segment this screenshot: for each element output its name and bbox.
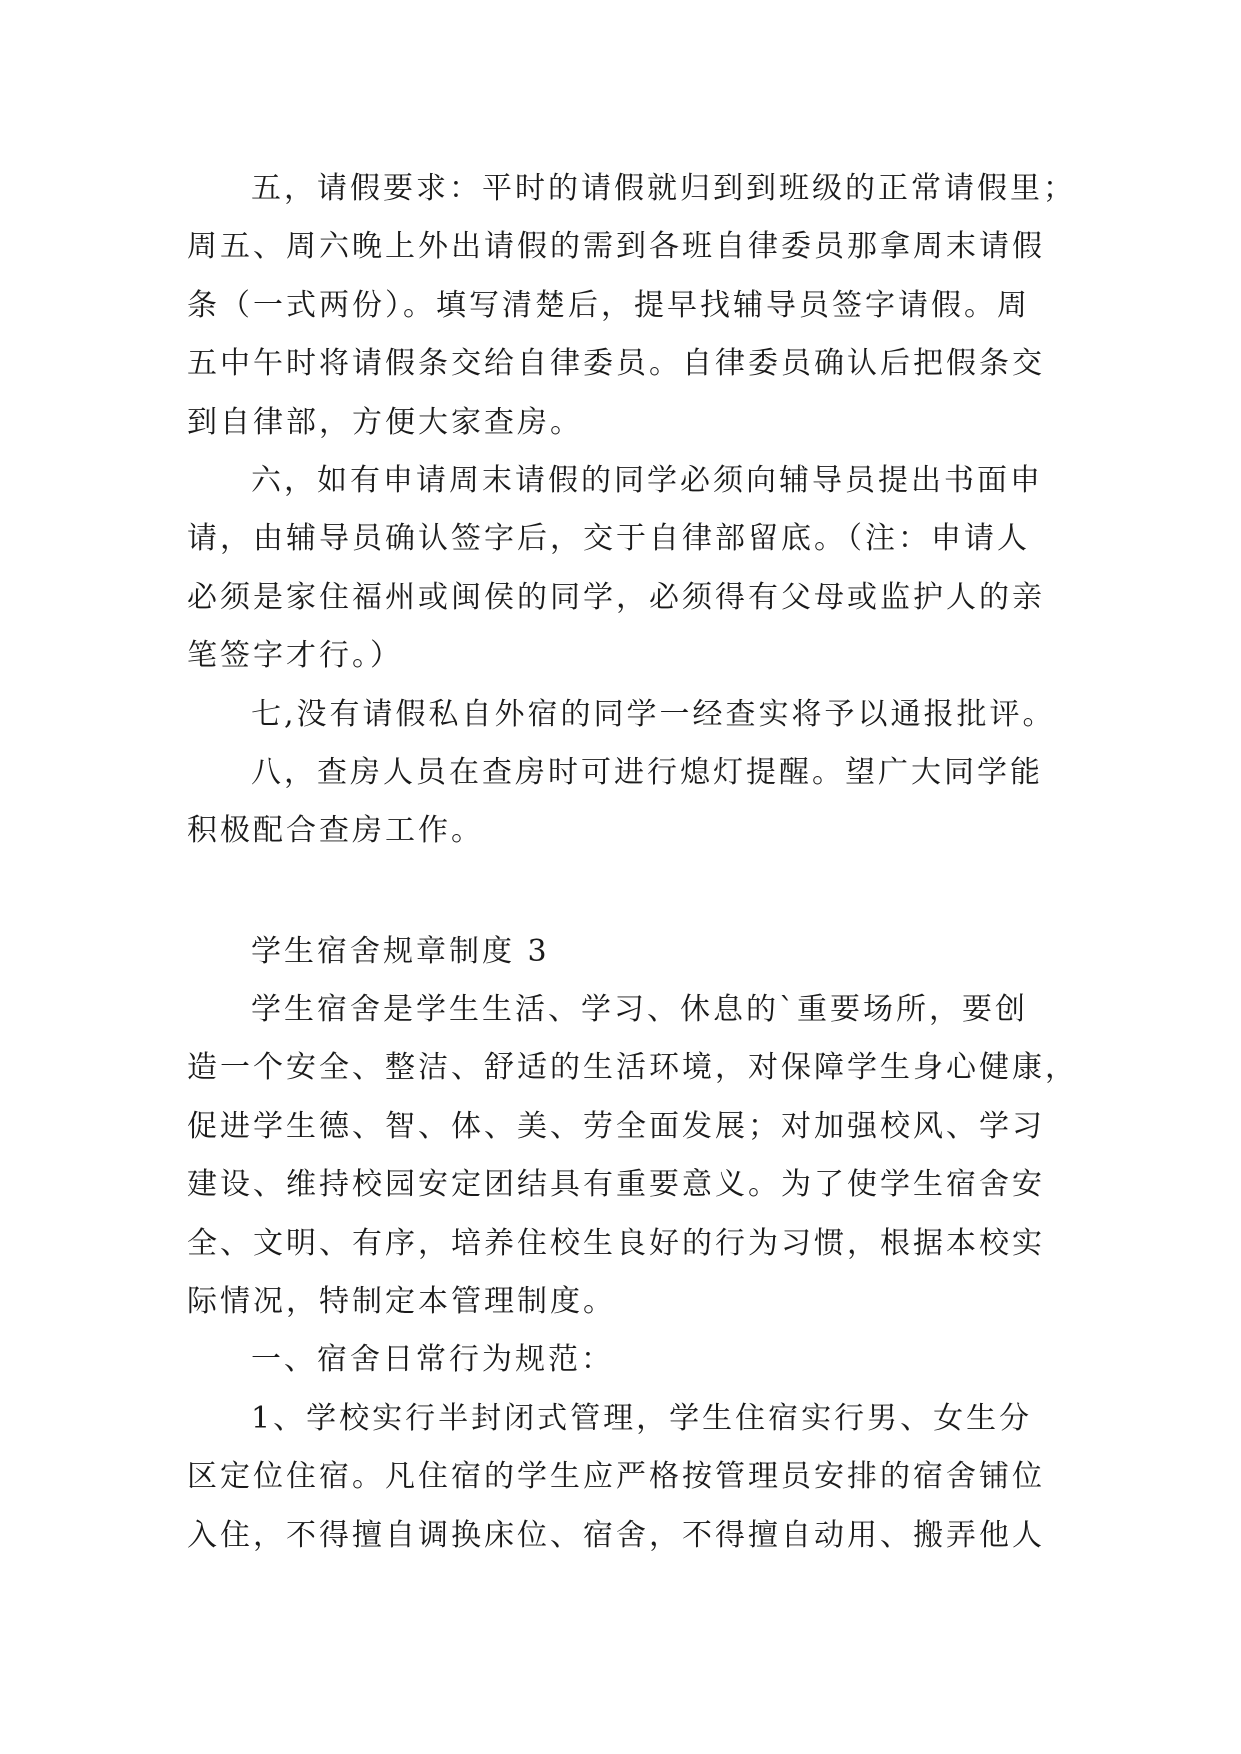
rule-item-one <box>187 1390 1053 1565</box>
paragraph-intro <box>187 981 1078 1331</box>
text-line: 积极配合查房工作。 <box>187 813 484 849</box>
text-line: 笔签字才行。） <box>187 638 403 674</box>
paragraph-five <box>187 160 1076 452</box>
text-line: 周五、周六晚上外出请假的需到各班自律委员那拿周末请假 <box>187 229 1045 265</box>
text-line: 一、宿舍日常行为规范： <box>251 1342 614 1378</box>
text-line: 六，如有申请周末请假的同学必须向辅导员提出书面申 <box>251 462 1043 498</box>
text-line: 八，查房人员在查房时可进行熄灯提醒。望广大同学能 <box>251 754 1043 790</box>
paragraph-six <box>187 452 1053 686</box>
paragraph-seven <box>187 686 1056 744</box>
text-line: 促进学生德、智、体、美、劳全面发展；对加强校风、学习 <box>187 1108 1045 1144</box>
subheading-daily-conduct <box>187 1331 1053 1389</box>
text-line: 建设、维持校园安定团结具有重要意义。为了使学生宿舍安 <box>187 1167 1045 1203</box>
text-line: 造一个安全、整洁、舒适的生活环境，对保障学生身心健康， <box>187 1050 1078 1086</box>
text-line: 条（一式两份）。填写清楚后，提早找辅导员签字请假。周 <box>187 287 1030 323</box>
text-line: 区定位住宿。凡住宿的学生应严格按管理员安排的宿舍铺位 <box>187 1459 1045 1495</box>
text-line: 五，请假要求：平时的请假就归到到班级的正常请假里； <box>251 171 1076 206</box>
text-line: 五中午时将请假条交给自律委员。自律委员确认后把假条交 <box>187 346 1045 382</box>
text-line: 请，由辅导员确认签字后，交于自律部留底。（注：申请人 <box>187 521 1030 557</box>
text-line: 入住，不得擅自调换床位、宿舍，不得擅自动用、搬弄他人 <box>187 1517 1045 1553</box>
text-line: 际情况，特制定本管理制度。 <box>187 1284 616 1320</box>
document-body <box>187 160 1078 1565</box>
text-line: 七,没有请假私自外宿的同学一经查实将予以通报批评。 <box>251 696 1056 732</box>
text-line: 学生宿舍是学生生活、学习、休息的`重要场所，要创 <box>251 992 1028 1028</box>
text-line: 到自律部，方便大家查房。 <box>187 404 583 440</box>
text-line: 1、学校实行半封闭式管理，学生住宿实行男、女生分 <box>251 1400 1033 1436</box>
section-title: 学生宿舍规章制度 3 <box>251 933 550 969</box>
section-spacer <box>187 861 1053 923</box>
text-line: 必须是家住福州或闽侯的同学，必须得有父母或监护人的亲 <box>187 579 1045 615</box>
text-line: 全、文明、有序，培养住校生良好的行为习惯，根据本校实 <box>187 1225 1045 1261</box>
paragraph-eight <box>187 744 1053 861</box>
